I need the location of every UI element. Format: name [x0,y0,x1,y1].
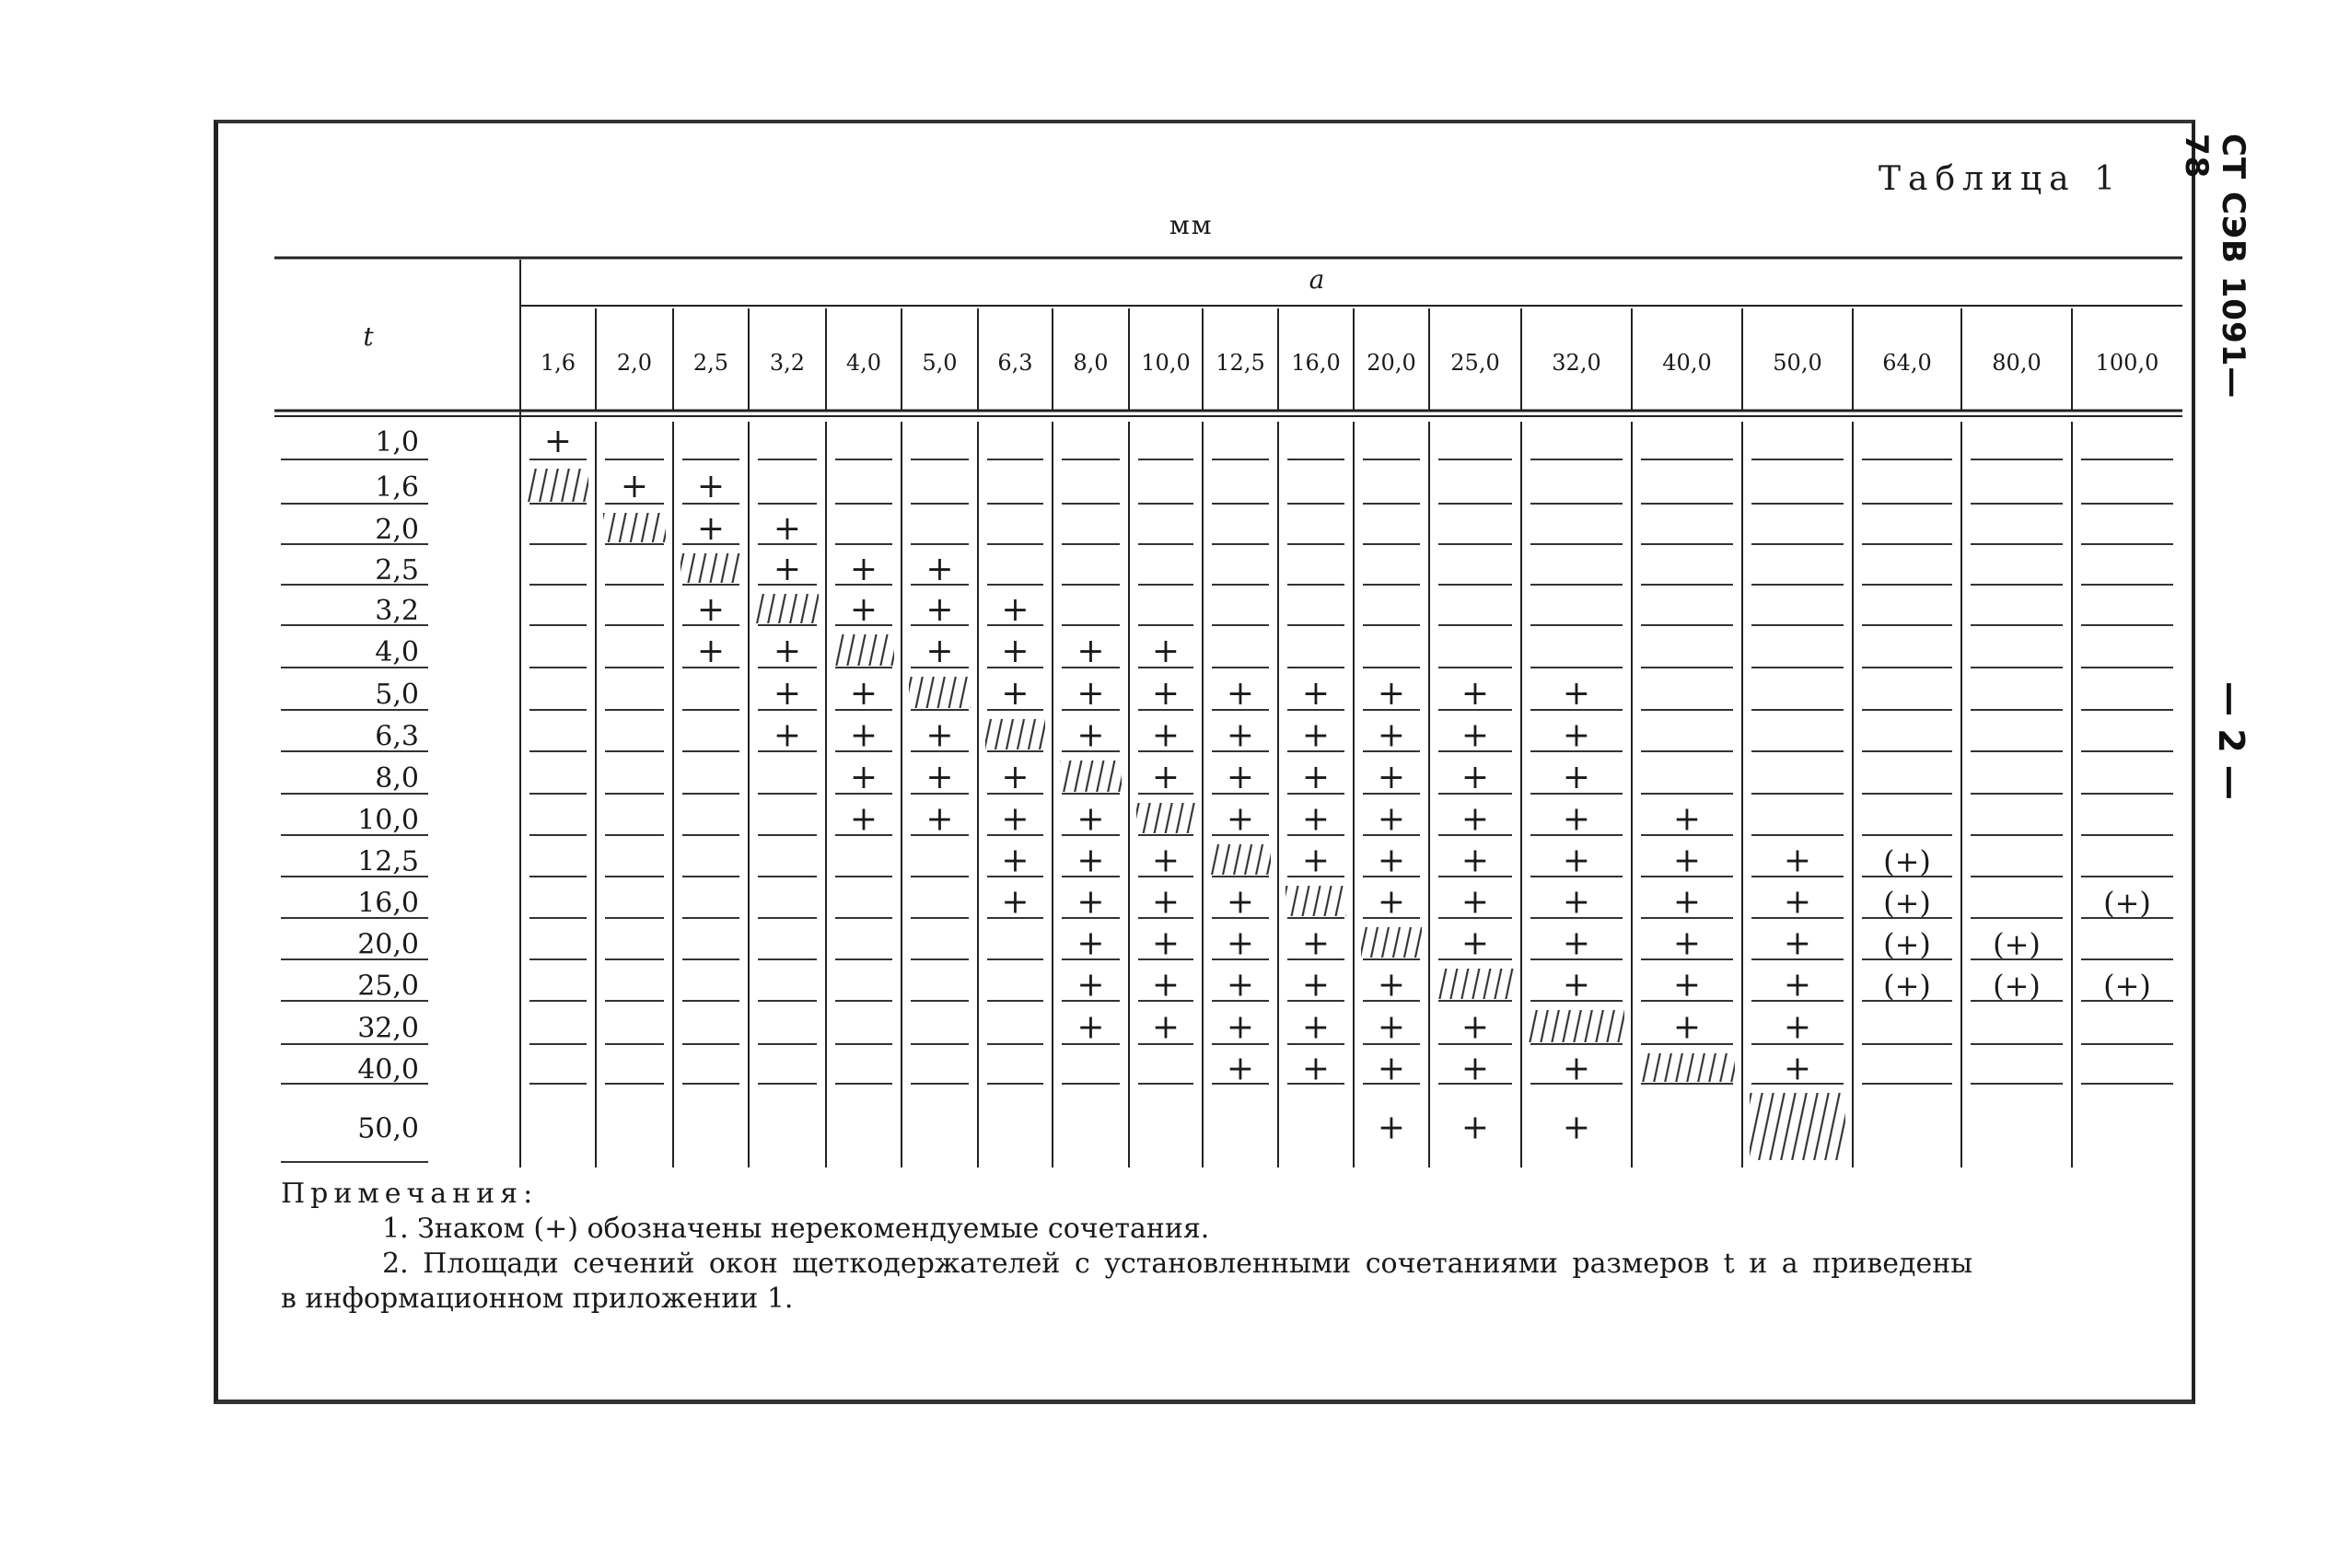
table-header [363,264,2158,376]
column-header-5-0: 5,0 [922,350,958,376]
plus-mark: + [1377,1008,1406,1047]
plus-mark: + [925,759,954,796]
plus-mark: + [1151,675,1181,713]
row-label: 40,0 [357,1053,419,1086]
plus-mark: + [1301,1050,1331,1088]
plus-mark: + [1562,1109,1591,1147]
table-row [281,675,2173,713]
row-label: 25,0 [357,970,419,1003]
row-label: 8,0 [375,762,419,795]
hatched-cell [1286,886,1346,916]
hatched-cell [1750,1093,1845,1160]
plus-mark: + [1562,842,1591,880]
column-header-4-0: 4,0 [845,350,882,376]
row-label: 10,0 [357,804,419,837]
plus-mark: + [1076,1008,1105,1047]
plus-mark: + [1562,675,1591,713]
table-row [281,1093,1845,1162]
column-header-10-0: 10,0 [1141,350,1191,376]
plus-mark: + [696,510,726,548]
plus-mark: + [1672,966,1702,1005]
table-row [281,967,2173,1005]
plus-mark: + [1562,716,1591,755]
row-label: 2,0 [375,514,419,546]
column-header-64-0: 64,0 [1882,350,1932,376]
plus-mark: + [1226,716,1255,755]
plus-mark: + [1377,675,1406,713]
plus-mark: + [1301,759,1331,796]
table-row [281,1009,2173,1047]
plus-mark: + [1460,924,1490,963]
plus-mark: + [1076,633,1105,670]
column-header-2-5: 2,5 [692,350,729,376]
column-header-12-5: 12,5 [1216,350,1265,376]
hatched-cell [1529,1010,1624,1042]
plus-mark: + [1672,842,1702,880]
plus-mark: + [1377,1050,1406,1088]
bracketed-plus-mark: (+) [1883,968,1931,1004]
plus-mark: + [773,675,802,713]
row-label: 50,0 [357,1112,419,1145]
plus-mark: + [1151,842,1181,880]
table-row [281,801,2173,839]
plus-mark: + [1076,675,1105,713]
plus-mark: + [1226,883,1255,922]
plus-mark: + [1151,759,1181,796]
table-row [281,1051,2173,1088]
table-row [281,551,2173,588]
plus-mark: + [1562,759,1591,796]
bracketed-plus-mark: (+) [1993,926,2041,962]
plus-mark: + [773,510,802,548]
table-title: Таблица 1 [1879,160,2123,198]
plus-mark: + [773,633,802,670]
plus-mark: + [1460,883,1490,922]
hatched-cell [1361,927,1422,958]
plus-mark: + [1672,883,1702,922]
table-row [281,468,2173,505]
plus-mark: + [1460,1008,1490,1047]
column-header-40-0: 40,0 [1662,350,1712,376]
plus-mark: + [1460,1050,1490,1088]
unit-label: мм [1169,210,1214,240]
row-header: t [363,321,374,352]
plus-mark: + [1460,1109,1490,1147]
plus-mark: + [696,591,726,629]
plus-mark: + [1226,800,1255,839]
plus-mark: + [1377,883,1406,922]
column-header-6-3: 6,3 [997,350,1033,376]
plus-mark: + [1076,924,1105,963]
row-label: 1,0 [375,426,419,459]
plus-mark: + [773,551,802,588]
plus-mark: + [1783,842,1812,880]
plus-mark: + [1377,759,1406,796]
table-body [281,423,2173,1162]
column-group-header: a [1309,264,1325,295]
plus-mark: + [1301,842,1331,880]
page-number: — 2 — [2211,681,2251,800]
plus-mark: + [849,551,878,588]
row-label: 16,0 [357,887,419,920]
column-header-1-6: 1,6 [540,350,576,376]
plus-mark: + [925,591,954,629]
plus-mark: + [849,591,878,629]
hatched-cell [603,513,666,542]
hatched-cell [1060,761,1122,792]
bracketed-plus-mark: (+) [1883,843,1931,879]
bracketed-plus-mark: (+) [2103,968,2151,1004]
row-label: 32,0 [357,1012,419,1045]
plus-mark: + [925,551,954,588]
column-header-100-0: 100,0 [2095,350,2159,376]
hatched-cell [1639,1053,1735,1082]
plus-mark: + [1301,675,1331,713]
plus-mark: + [1076,800,1105,839]
bracketed-plus-mark: (+) [1883,926,1931,962]
plus-mark: + [1783,1050,1812,1088]
plus-mark: + [1460,716,1490,755]
plus-mark: + [1672,924,1702,963]
hatched-cell [985,719,1045,749]
standard-designation: СТ СЭВ 1091—78 [2178,134,2251,400]
plus-mark: + [1460,675,1490,713]
table-row [281,759,2173,796]
plus-mark: + [1377,1109,1406,1147]
plus-mark: + [925,633,954,670]
table-row [281,510,2173,548]
column-header-25-0: 25,0 [1450,350,1500,376]
plus-mark: + [1460,800,1490,839]
hatched-cell [1437,969,1514,999]
row-label: 5,0 [375,679,419,711]
column-header-50-0: 50,0 [1773,350,1822,376]
plus-mark: + [1301,716,1331,755]
plus-mark: + [1562,1050,1591,1088]
plus-mark: + [1001,800,1030,839]
note-2-continued: в информационном приложении 1. [281,1283,794,1315]
plus-mark: + [925,716,954,755]
plus-mark: + [1001,633,1030,670]
note-1: 1. Знаком (+) обозначены нерекомендуемые сочетания. [382,1213,1210,1245]
plus-mark: + [925,800,954,839]
plus-mark: + [1226,924,1255,963]
plus-mark: + [1001,591,1030,629]
plus-mark: + [849,759,878,796]
hatched-cell [681,553,741,583]
plus-mark: + [1226,966,1255,1005]
table-row [281,884,2173,922]
notes-title: Примечания: [281,1178,539,1210]
plus-mark: + [1151,883,1181,922]
plus-mark: + [1562,883,1591,922]
column-header-8-0: 8,0 [1073,350,1109,376]
notes-block [281,1177,2077,1317]
row-label: 3,2 [375,595,419,627]
row-label: 4,0 [375,636,419,668]
plus-mark: + [1076,883,1105,922]
plus-mark: + [1151,716,1181,755]
column-header-2-0: 2,0 [616,350,653,376]
table-row [281,842,2173,880]
hatched-cell [528,469,588,502]
plus-mark: + [1377,966,1406,1005]
plus-mark: + [1562,924,1591,963]
plus-mark: + [1151,924,1181,963]
table-row [281,423,2173,460]
plus-mark: + [1301,1008,1331,1047]
row-label: 20,0 [357,928,419,961]
plus-mark: + [1076,966,1105,1005]
column-header-32-0: 32,0 [1552,350,1601,376]
plus-mark: + [1151,966,1181,1005]
row-label: 6,3 [375,720,419,753]
column-header-80-0: 80,0 [1992,350,2042,376]
plus-mark: + [849,675,878,713]
plus-mark: + [1151,633,1181,670]
plus-mark: + [1377,800,1406,839]
plus-mark: + [1783,1008,1812,1047]
row-label: 12,5 [357,845,419,878]
plus-mark: + [696,633,726,670]
plus-mark: + [1226,759,1255,796]
table-row [281,925,2173,963]
plus-mark: + [1301,924,1331,963]
plus-mark: + [1001,883,1030,922]
table-row [281,717,2173,755]
note-2: 2. Площади сечений окон щеткодержателей с установленными сочетаниями размеров t и a приведены [382,1248,1973,1280]
plus-mark: + [1672,800,1702,839]
plus-mark: + [1460,759,1490,796]
bracketed-plus-mark: (+) [2103,885,2151,921]
plus-mark: + [1076,842,1105,880]
plus-mark: + [1001,842,1030,880]
table-row [281,633,2173,670]
bracketed-plus-mark: (+) [1883,885,1931,921]
plus-mark: + [773,716,802,755]
plus-mark: + [1460,842,1490,880]
plus-mark: + [1783,883,1812,922]
plus-mark: + [849,800,878,839]
plus-mark: + [1226,675,1255,713]
plus-mark: + [1151,1008,1181,1047]
plus-mark: + [1001,759,1030,796]
plus-mark: + [1226,1050,1255,1088]
plus-mark: + [1377,842,1406,880]
plus-mark: + [696,468,726,505]
plus-mark: + [1377,716,1406,755]
column-header-16-0: 16,0 [1291,350,1341,376]
plus-mark: + [1562,966,1591,1005]
plus-mark: + [543,423,573,460]
column-header-3-2: 3,2 [769,350,806,376]
plus-mark: + [620,468,649,505]
plus-mark: + [1783,966,1812,1005]
hatched-cell [1136,803,1195,833]
row-label: 2,5 [375,554,419,587]
bracketed-plus-mark: (+) [1993,968,2041,1004]
row-label: 1,6 [375,471,419,504]
plus-mark: + [1001,675,1030,713]
plus-mark: + [1226,1008,1255,1047]
hatched-cell [1210,844,1271,875]
hatched-cell [756,594,819,623]
plus-mark: + [849,716,878,755]
hatched-cell [833,634,894,666]
plus-mark: + [1783,924,1812,963]
plus-mark: + [1301,966,1331,1005]
plus-mark: + [1301,800,1331,839]
table-row [281,591,2173,629]
column-header-20-0: 20,0 [1367,350,1416,376]
plus-mark: + [1562,800,1591,839]
plus-mark: + [1672,1008,1702,1047]
plus-mark: + [1076,716,1105,755]
hatched-cell [909,677,971,708]
